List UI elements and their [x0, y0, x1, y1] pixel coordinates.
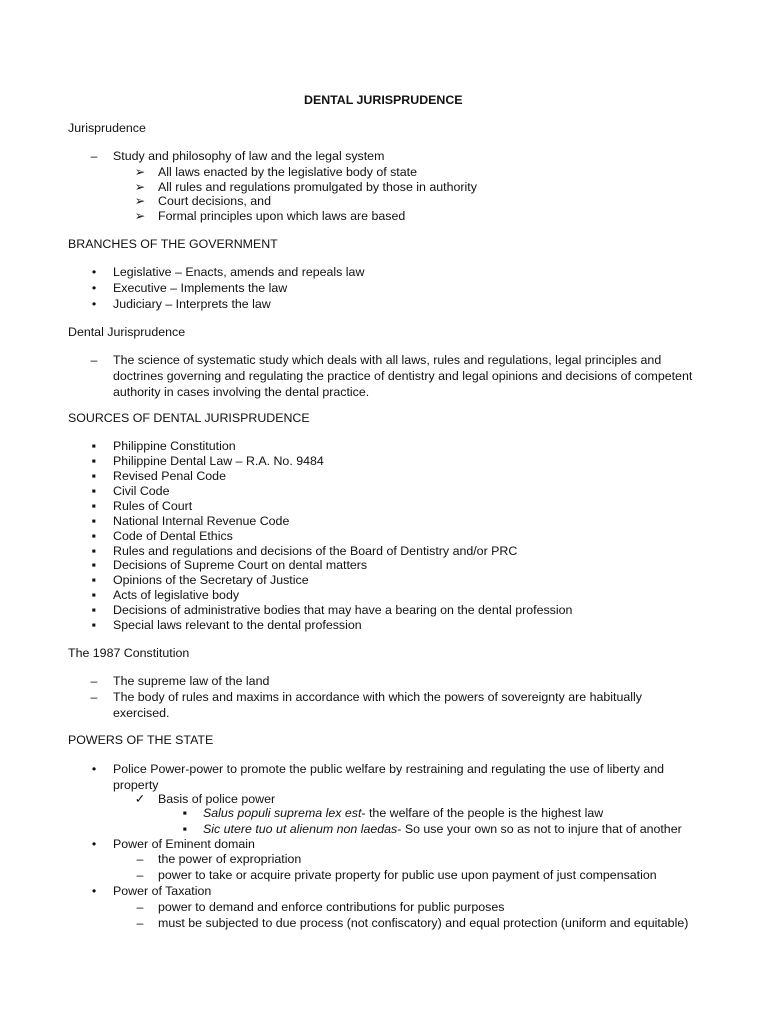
bullet-dot-icon: •: [91, 837, 97, 851]
list-item: Legislative – Enacts, amends and repeals law: [113, 265, 365, 279]
square-bullet-icon: ▪: [182, 806, 188, 820]
maxim-meaning: - the welfare of the people is the highest law: [361, 806, 604, 820]
bullet-dot-icon: •: [91, 762, 97, 776]
police-power-continuation: property: [113, 778, 159, 792]
list-item: Judiciary – Interprets the law: [113, 297, 271, 311]
list-item: Revised Penal Code: [113, 469, 226, 483]
sources-heading: SOURCES OF DENTAL JURISPRUDENCE: [68, 411, 310, 425]
list-item: Formal principles upon which laws are based: [158, 209, 406, 223]
square-bullet-icon: ▪: [91, 484, 97, 498]
square-bullet-icon: ▪: [91, 454, 97, 468]
latin-maxim: Sic utere tuo ut alienum non laedas: [203, 822, 398, 836]
arrow-bullet-icon: ➢: [134, 165, 146, 179]
list-item: Opinions of the Secretary of Justice: [113, 573, 309, 587]
dash-marker: –: [136, 916, 144, 930]
bullet-dot-icon: •: [91, 884, 97, 898]
list-item: Executive – Implements the law: [113, 281, 288, 295]
list-item: Decisions of administrative bodies that may have a bearing on the dental profession: [113, 603, 573, 617]
list-item: Philippine Dental Law – R.A. No. 9484: [113, 454, 324, 468]
list-item: Rules of Court: [113, 499, 193, 513]
list-item: All rules and regulations promulgated by those in authority: [158, 180, 477, 194]
police-power-basis: Basis of police power: [158, 792, 276, 806]
document-title: DENTAL JURISPRUDENCE: [304, 93, 463, 107]
list-item: National Internal Revenue Code: [113, 514, 290, 528]
jurisprudence-heading: Jurisprudence: [68, 121, 146, 135]
square-bullet-icon: ▪: [91, 558, 97, 572]
constitution-heading: The 1987 Constitution: [68, 646, 190, 660]
paragraph-line: doctrines governing and regulating the practice of dentistry and legal opinions and decisions of competent: [113, 369, 693, 383]
arrow-bullet-icon: ➢: [134, 180, 146, 194]
dash-marker: –: [90, 674, 98, 688]
paragraph-line: The science of systematic study which deals with all laws, rules and regulations, legal principles and: [113, 353, 662, 367]
maxim-item: [203, 822, 682, 837]
police-power-item: Police Power-power to promote the public welfare by restraining and regulating the use of liberty and: [113, 762, 665, 776]
dash-marker: –: [90, 149, 98, 163]
list-item: Civil Code: [113, 484, 170, 498]
square-bullet-icon: ▪: [91, 469, 97, 483]
maxim-item: [203, 806, 603, 821]
square-bullet-icon: ▪: [91, 603, 97, 617]
list-item: Code of Dental Ethics: [113, 529, 233, 543]
arrow-bullet-icon: ➢: [134, 194, 146, 208]
square-bullet-icon: ▪: [91, 588, 97, 602]
square-bullet-icon: ▪: [91, 573, 97, 587]
paragraph-line: authority in cases involving the dental practice.: [113, 385, 370, 399]
list-item: Philippine Constitution: [113, 439, 236, 453]
dash-marker: –: [136, 852, 144, 866]
checkmark-icon: ✓: [134, 792, 146, 806]
list-item: power to demand and enforce contributions for public purposes: [158, 900, 505, 914]
bullet-dot-icon: •: [91, 265, 97, 279]
list-item: The supreme law of the land: [113, 674, 270, 688]
list-item: the power of expropriation: [158, 852, 302, 866]
arrow-bullet-icon: ➢: [134, 209, 146, 223]
jurisprudence-definition: Study and philosophy of law and the legal system: [113, 149, 385, 163]
eminent-domain-item: Power of Eminent domain: [113, 837, 255, 851]
bullet-dot-icon: •: [91, 297, 97, 311]
branches-heading: BRANCHES OF THE GOVERNMENT: [68, 237, 278, 251]
square-bullet-icon: ▪: [91, 439, 97, 453]
taxation-item: Power of Taxation: [113, 884, 212, 898]
square-bullet-icon: ▪: [91, 618, 97, 632]
dental-jurisprudence-heading: Dental Jurisprudence: [68, 325, 186, 339]
list-item: Rules and regulations and decisions of the Board of Dentistry and/or PRC: [113, 544, 518, 558]
dash-marker: –: [90, 690, 98, 704]
square-bullet-icon: ▪: [91, 499, 97, 513]
powers-heading: POWERS OF THE STATE: [68, 733, 214, 747]
list-item: All laws enacted by the legislative body of state: [158, 165, 417, 179]
dash-marker: –: [90, 353, 98, 367]
list-item: must be subjected to due process (not confiscatory) and equal protection (uniform and equitable): [158, 916, 689, 930]
list-item: The body of rules and maxims in accordance with which the powers of sovereignty are habitually: [113, 690, 642, 704]
dash-marker: –: [136, 900, 144, 914]
square-bullet-icon: ▪: [182, 822, 188, 836]
dash-marker: –: [136, 868, 144, 882]
latin-maxim: Salus populi suprema lex est: [203, 806, 362, 820]
list-item: Court decisions, and: [158, 194, 271, 208]
bullet-dot-icon: •: [91, 281, 97, 295]
square-bullet-icon: ▪: [91, 514, 97, 528]
maxim-meaning: - So use your own so as not to injure that of another: [397, 822, 682, 836]
list-item-continuation: exercised.: [113, 706, 170, 720]
list-item: Special laws relevant to the dental profession: [113, 618, 362, 632]
square-bullet-icon: ▪: [91, 544, 97, 558]
square-bullet-icon: ▪: [91, 529, 97, 543]
list-item: power to take or acquire private property for public use upon payment of just compensation: [158, 868, 657, 882]
list-item: Decisions of Supreme Court on dental matters: [113, 558, 368, 572]
list-item: Acts of legislative body: [113, 588, 240, 602]
